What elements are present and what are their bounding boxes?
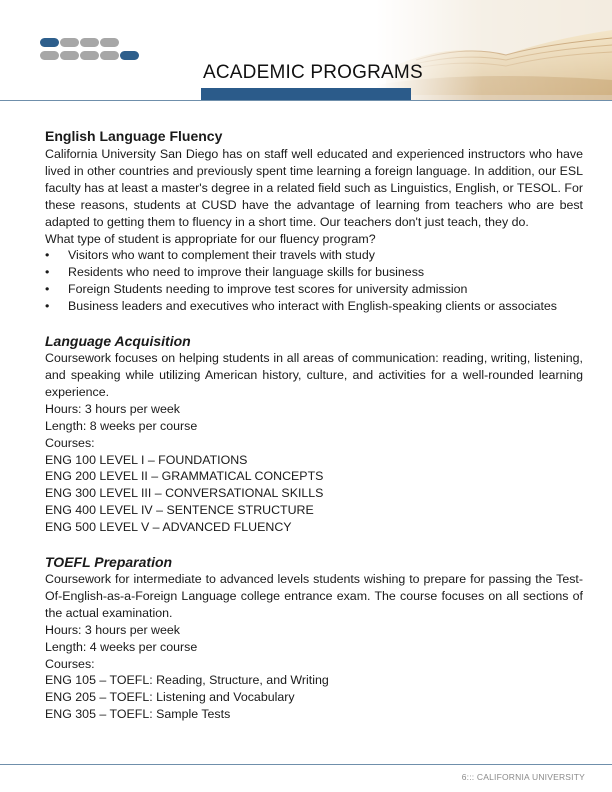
footer-divider xyxy=(0,764,612,765)
section-body: California University San Diego has on staff well educated and experienced instructors who have lived in other countries and previously spent time learning a foreign language. In addition, our ESL faculty has at least a master's degree in a related field such as Linguistics, English, or TESOL. For these reasons, students at CUSD have the advantage of learning from teachers who are best adapted to getting them to fluency in a short time. Our teachers don't just teach, they do. xyxy=(45,147,583,229)
hours-text: Hours: 3 hours per week xyxy=(45,401,180,416)
dot-icon xyxy=(120,51,139,60)
dot-icon xyxy=(100,38,119,47)
main-content xyxy=(45,127,583,723)
dot-icon xyxy=(60,51,79,60)
header-divider xyxy=(0,100,612,101)
section-heading: Language Acquisition xyxy=(45,333,191,350)
dot-icon xyxy=(60,38,79,47)
section-body: Coursework focuses on helping students in all areas of communication: reading, writing, listening, and speaking while utilizing American history, culture, and activities for a well-rounded learning experience. xyxy=(45,351,583,399)
list-item-text: Business leaders and executives who interact with English-speaking clients or associates xyxy=(68,299,557,314)
bullet-icon: • xyxy=(45,248,50,263)
course-item: ENG 105 – TOEFL: Reading, Structure, and Writing xyxy=(45,673,329,688)
section-question: What type of student is appropriate for our fluency program? xyxy=(45,231,376,246)
course-item: ENG 100 LEVEL I – FOUNDATIONS xyxy=(45,452,248,467)
section-english-fluency xyxy=(45,127,583,315)
length-text: Length: 4 weeks per course xyxy=(45,639,198,654)
section-heading: TOEFL Preparation xyxy=(45,554,173,571)
dot-icon xyxy=(80,38,99,47)
bullet-icon: • xyxy=(45,282,50,297)
page-footer: 6::: CALIFORNIA UNIVERSITY xyxy=(461,772,585,782)
courses-label: Courses: xyxy=(45,656,95,671)
section-language-acquisition xyxy=(45,332,583,536)
bullet-icon: • xyxy=(45,265,50,280)
list-item xyxy=(45,298,583,315)
course-item: ENG 400 LEVEL IV – SENTENCE STRUCTURE xyxy=(45,503,314,518)
section-body: Coursework for intermediate to advanced levels students wishing to prepare for passing the Test-Of-English-as-a-Foreign Language college entrance exam. The course focuses on all sections of the actual examination. xyxy=(45,572,583,620)
hours-text: Hours: 3 hours per week xyxy=(45,622,180,637)
list-item xyxy=(45,281,583,298)
dot-icon xyxy=(40,38,59,47)
section-heading: English Language Fluency xyxy=(45,128,223,144)
dot-icon xyxy=(40,51,59,60)
section-toefl-preparation xyxy=(45,553,583,723)
bullet-list xyxy=(45,247,583,315)
bullet-icon: • xyxy=(45,299,50,314)
open-book-image xyxy=(376,0,612,100)
course-item: ENG 300 LEVEL III – CONVERSATIONAL SKILLS xyxy=(45,486,324,501)
decorative-dots xyxy=(40,38,150,62)
list-item-text: Foreign Students needing to improve test scores for university admission xyxy=(68,282,468,297)
dot-icon xyxy=(80,51,99,60)
length-text: Length: 8 weeks per course xyxy=(45,418,198,433)
course-item: ENG 200 LEVEL II – GRAMMATICAL CONCEPTS xyxy=(45,469,324,484)
course-item: ENG 205 – TOEFL: Listening and Vocabulary xyxy=(45,690,295,705)
list-item xyxy=(45,264,583,281)
list-item-text: Visitors who want to complement their travels with study xyxy=(68,248,375,263)
course-item: ENG 500 LEVEL V – ADVANCED FLUENCY xyxy=(45,520,292,535)
courses-label: Courses: xyxy=(45,435,95,450)
dot-icon xyxy=(100,51,119,60)
title-underline-bar xyxy=(201,88,411,100)
page-title: ACADEMIC PROGRAMS xyxy=(203,62,423,83)
list-item-text: Residents who need to improve their language skills for business xyxy=(68,265,425,280)
list-item xyxy=(45,247,583,264)
course-item: ENG 305 – TOEFL: Sample Tests xyxy=(45,707,231,722)
